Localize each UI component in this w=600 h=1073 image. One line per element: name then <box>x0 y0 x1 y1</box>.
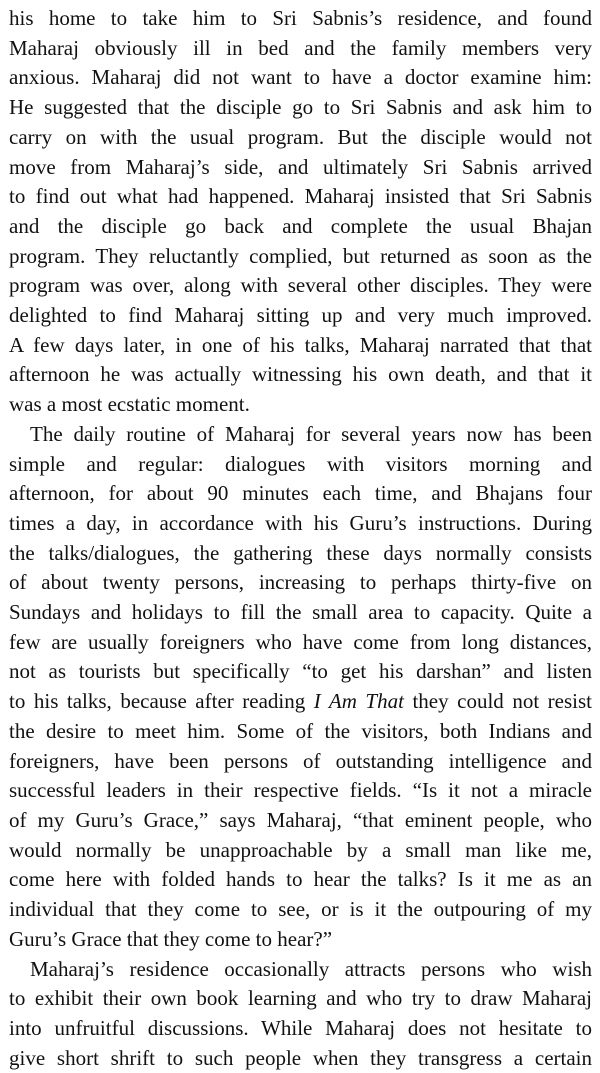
text-line: the desire to meet him. Some of the visitors, both Indians and <box>9 717 592 747</box>
text-line: Sundays and holidays to fill the small area to capacity. Quite a <box>9 598 592 628</box>
text-line: Guru’s Grace that they come to hear?” <box>9 925 592 955</box>
paragraph-3 <box>9 955 592 1073</box>
text-line: delighted to find Maharaj sitting up and very much improved. <box>9 301 592 331</box>
text-line: carry on with the usual program. But the disciple would not <box>9 123 592 153</box>
text-line: come here with folded hands to hear the talks? Is it me as an <box>9 865 592 895</box>
text-line: to exhibit their own book learning and who try to draw Maharaj <box>9 984 592 1014</box>
text-line: The daily routine of Maharaj for several years now has been <box>9 420 592 450</box>
text-line: of my Guru’s Grace,” says Maharaj, “that eminent people, who <box>9 806 592 836</box>
text-line: few are usually foreigners who have come from long distances, <box>9 628 592 658</box>
text-line: Maharaj’s residence occasionally attracts persons who wish <box>9 955 592 985</box>
text-line: anxious. Maharaj did not want to have a doctor examine him: <box>9 63 592 93</box>
paragraph-2 <box>9 420 592 955</box>
text-line: successful leaders in their respective fields. “Is it not a miracle <box>9 776 592 806</box>
book-title: I Am That <box>314 689 404 713</box>
text-line: afternoon, for about 90 minutes each time, and Bhajans four <box>9 479 592 509</box>
text-line: program was over, along with several other disciples. They were <box>9 271 592 301</box>
text-line: was a most ecstatic moment. <box>9 390 592 420</box>
text-line: of about twenty persons, increasing to perhaps thirty-five on <box>9 568 592 598</box>
paragraph-1 <box>9 4 592 420</box>
text-line: would normally be unapproachable by a small man like me, <box>9 836 592 866</box>
text-fragment: they could not resist <box>404 689 592 713</box>
text-fragment: to his talks, because after reading <box>9 689 305 713</box>
text-line: Maharaj obviously ill in bed and the family members very <box>9 34 592 64</box>
text-line: individual that they come to see, or is it the outpouring of my <box>9 895 592 925</box>
text-line: move from Maharaj’s side, and ultimately Sri Sabnis arrived <box>9 153 592 183</box>
text-line: program. They reluctantly complied, but returned as soon as the <box>9 242 592 272</box>
text-line: foreigners, have been persons of outstanding intelligence and <box>9 747 592 777</box>
text-line: his home to take him to Sri Sabnis’s residence, and found <box>9 4 592 34</box>
text-line: afternoon he was actually witnessing his own death, and that it <box>9 360 592 390</box>
text-line: not as tourists but specifically “to get his darshan” and listen <box>9 657 592 687</box>
text-line: times a day, in accordance with his Guru’s instructions. During <box>9 509 592 539</box>
text-line: into unfruitful discussions. While Maharaj does not hesitate to <box>9 1014 592 1044</box>
text-line: give short shrift to such people when they transgress a certain <box>9 1044 592 1073</box>
text-line: simple and regular: dialogues with visitors morning and <box>9 450 592 480</box>
text-line: A few days later, in one of his talks, Maharaj narrated that that <box>9 331 592 361</box>
text-line-with-title <box>9 687 592 717</box>
text-line: the talks/dialogues, the gathering these days normally consists <box>9 539 592 569</box>
text-line: He suggested that the disciple go to Sri Sabnis and ask him to <box>9 93 592 123</box>
text-line: to find out what had happened. Maharaj insisted that Sri Sabnis <box>9 182 592 212</box>
text-line: and the disciple go back and complete the usual Bhajan <box>9 212 592 242</box>
